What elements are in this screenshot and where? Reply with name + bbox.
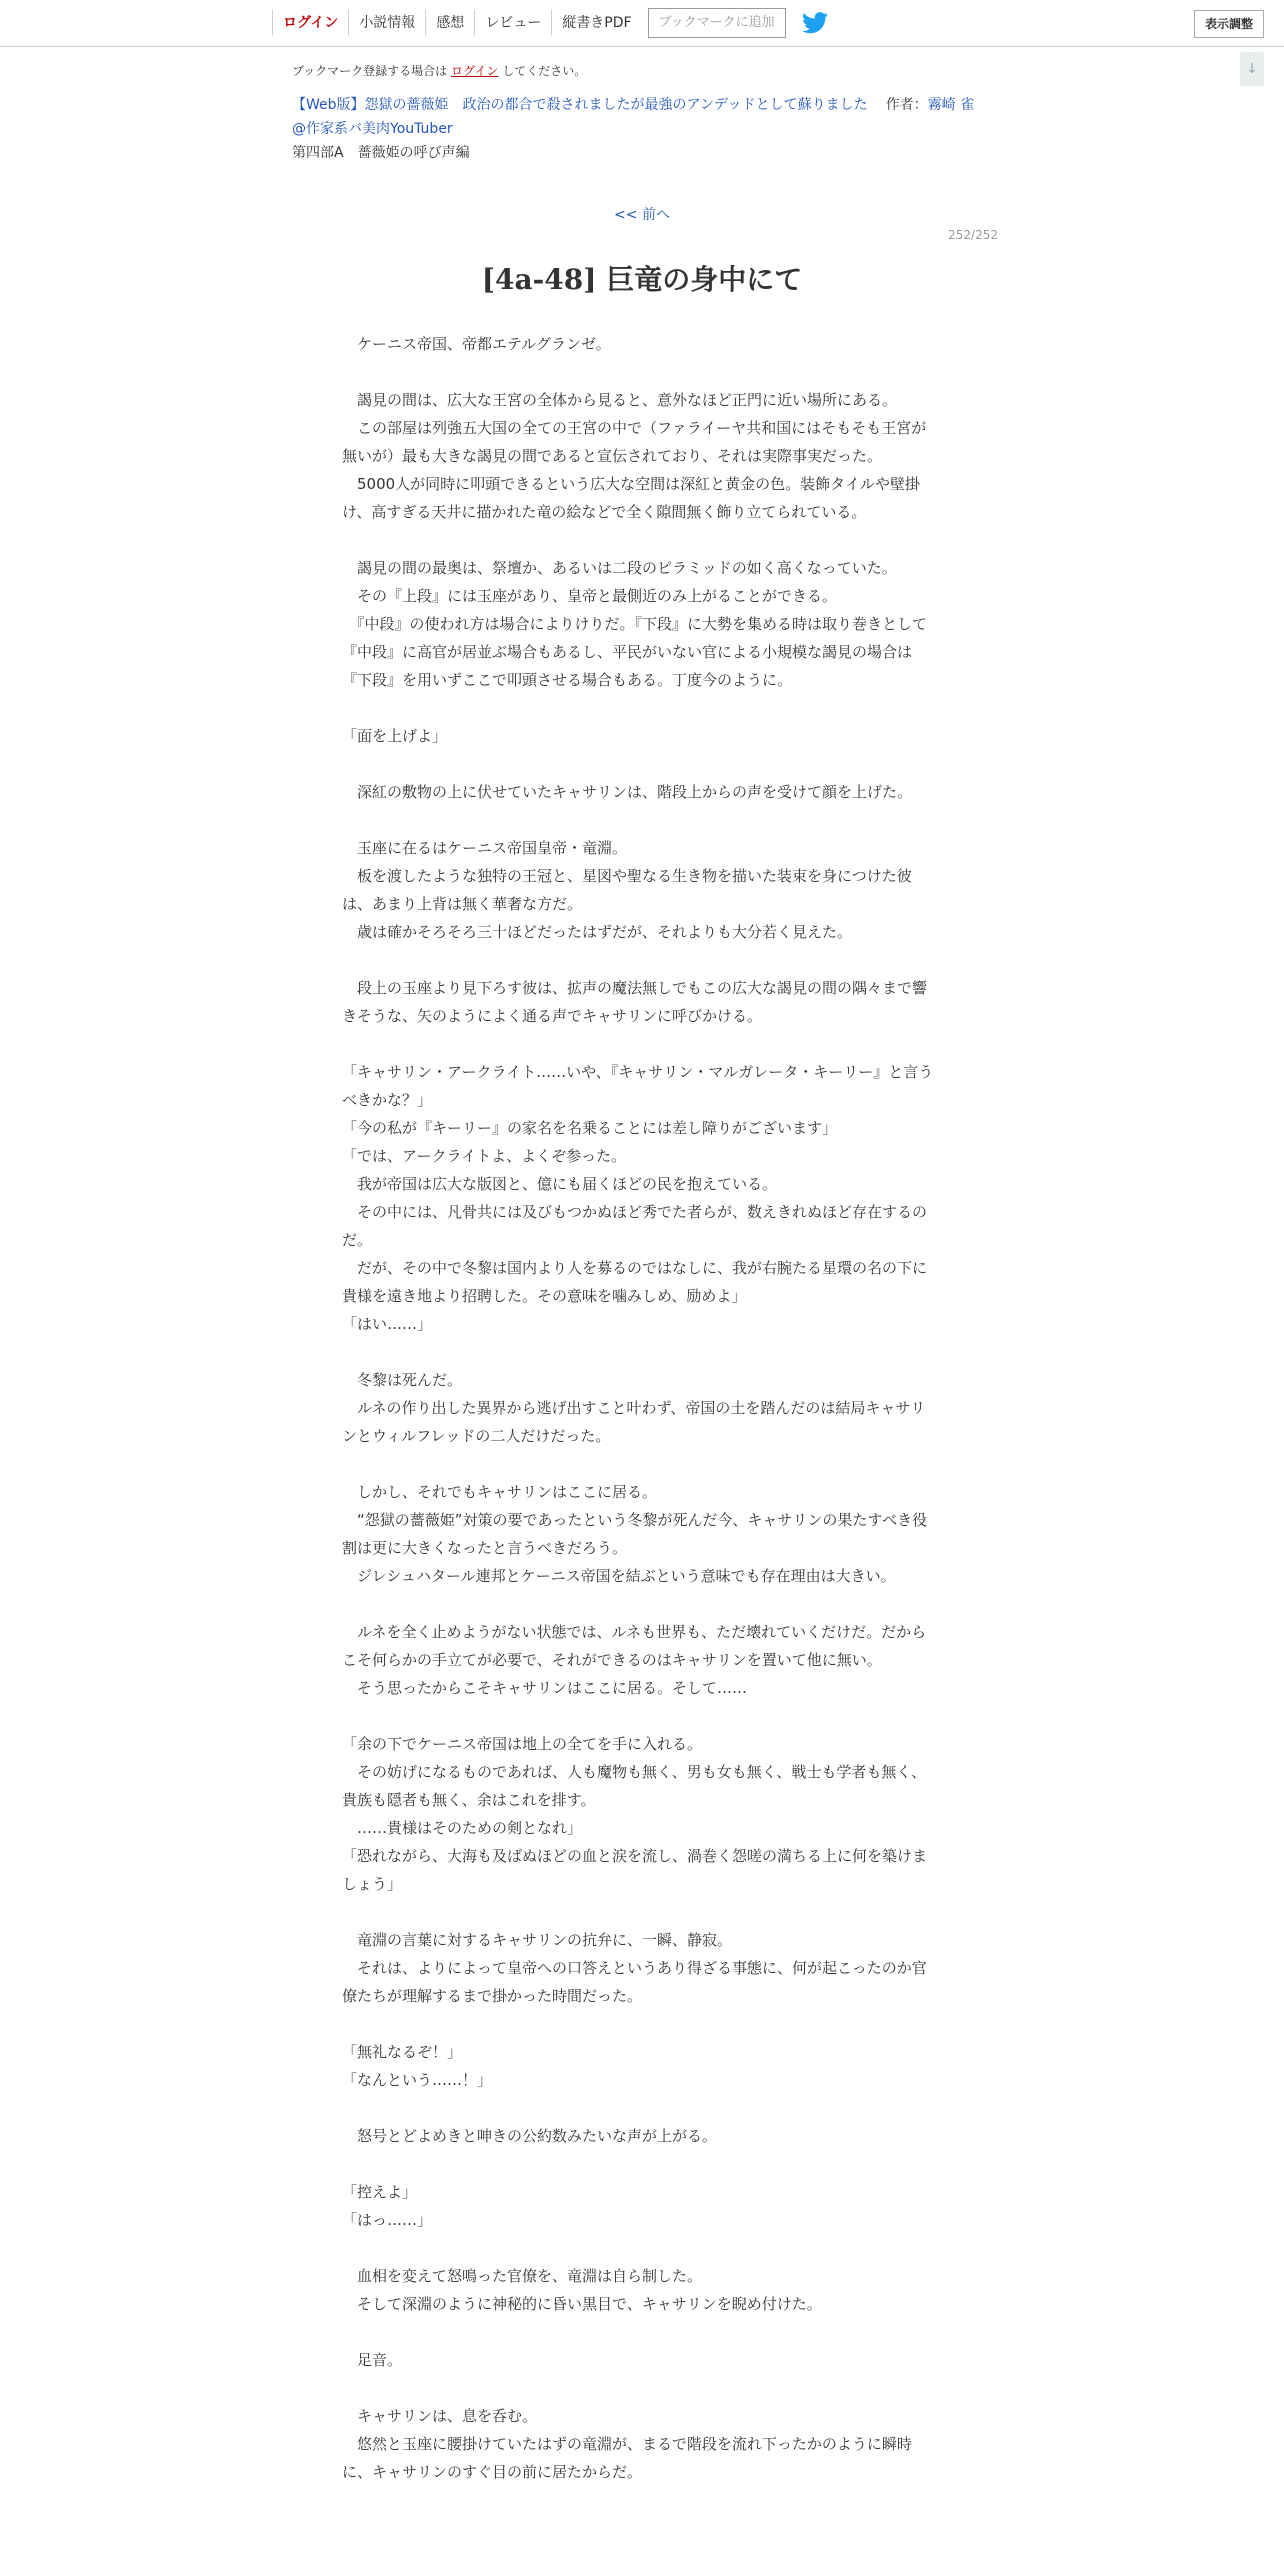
body-paragraph: しかし、それでもキャサリンはここに居る。 bbox=[342, 1483, 658, 1501]
body-paragraph: 「無礼なるぞ！」 bbox=[342, 2043, 463, 2061]
body-paragraph: ルネの作り出した異界から逃げ出すこと叶わず、帝国の土を踏んだのは結局キャサリンとウィルフレッドの二人だけだった。 bbox=[342, 1399, 926, 1445]
body-paragraph: 竜淵の言葉に対するキャサリンの抗弁に、一瞬、静寂。 bbox=[342, 1931, 733, 1949]
body-paragraph: 『中段』の使われ方は場合によりけりだ。『下段』に大勢を集める時は取り巻きとして『中段』に高官が居並ぶ場合もあるし、平民がいない官による小規模な謁見の場合は『下段』を用いずここで叩頭させる場合もある。丁度今のように。 bbox=[342, 615, 928, 689]
impressions-link[interactable]: 感想 bbox=[425, 10, 474, 36]
body-paragraph bbox=[342, 806, 936, 834]
notice-text-after: してください。 bbox=[502, 64, 587, 78]
body-paragraph bbox=[342, 2150, 936, 2178]
episode-count: 252/252 bbox=[948, 228, 998, 242]
body-paragraph bbox=[342, 1030, 936, 1058]
body-paragraph: 歳は確かそろそろ三十ほどだったはずだが、それよりも大分若く見えた。 bbox=[342, 923, 853, 941]
body-paragraph bbox=[342, 1898, 936, 1926]
twitter-bird-icon[interactable] bbox=[802, 12, 828, 34]
body-paragraph: ケーニス帝国、帝都エテルグランゼ。 bbox=[342, 335, 611, 353]
body-paragraph bbox=[342, 2094, 936, 2122]
body-paragraph: 謁見の間の最奥は、祭壇か、あるいは二段のピラミッドの如く高くなっていた。 bbox=[342, 559, 897, 577]
body-paragraph bbox=[342, 1590, 936, 1618]
body-paragraph: 「はっ……」 bbox=[342, 2211, 433, 2229]
body-paragraph: 冬黎は死んだ。 bbox=[342, 1371, 463, 1389]
body-paragraph: ルネを全く止めようがない状態では、ルネも世界も、ただ壊れていくだけだ。だからこそ何らかの手立てが必要で、それができるのはキャサリンを置いて他に無い。 bbox=[342, 1623, 927, 1669]
display-settings-button[interactable]: 表示調整 bbox=[1194, 10, 1264, 38]
author-link[interactable]: 霧崎 雀 bbox=[927, 97, 975, 113]
body-paragraph: 怒号とどよめきと呻きの公約数みたいな声が上がる。 bbox=[342, 2127, 718, 2145]
body-paragraph: その妨げになるものであれば、人も魔物も無く、男も女も無く、戦士も学者も無く、貴族も隠者も無く、余はこれを排す。 bbox=[342, 1763, 927, 1809]
body-paragraph bbox=[342, 1450, 936, 1478]
vertical-pdf-link[interactable]: 縦書きPDF bbox=[551, 10, 641, 36]
body-paragraph: 「今の私が『キーリー』の家名を名乗ることには差し障りがございます」 bbox=[342, 1119, 838, 1137]
body-paragraph: 「面を上げよ」 bbox=[342, 727, 448, 745]
series-info bbox=[292, 93, 1012, 141]
body-paragraph: 「控えよ」 bbox=[342, 2183, 418, 2201]
body-paragraph: 5000人が同時に叩頭できるという広大な空間は深紅と黄金の色。装飾タイルや壁掛け、高すぎる天井に描かれた竜の絵などで全く隙間無く飾り立てられている。 bbox=[342, 475, 920, 521]
notice-text-before: ブックマーク登録する場合は bbox=[292, 64, 448, 78]
notice-login-link[interactable]: ログイン bbox=[451, 64, 499, 78]
chapter-group-title: 第四部A 薔薇姫の呼び声編 bbox=[292, 145, 470, 161]
body-paragraph: 足音。 bbox=[342, 2351, 403, 2369]
body-paragraph: 血相を変えて怒鳴った官僚を、竜淵は自ら制した。 bbox=[342, 2267, 703, 2285]
main-nav bbox=[272, 0, 828, 46]
body-paragraph bbox=[342, 750, 936, 778]
body-paragraph: そう思ったからこそキャサリンはここに居る。そして…… bbox=[342, 1679, 748, 1697]
author-subtitle[interactable]: @作家系バ美肉YouTuber bbox=[292, 121, 453, 137]
body-paragraph: 謁見の間は、広大な王宮の全体から見ると、意外なほど正門に近い場所にある。 bbox=[342, 391, 898, 409]
body-paragraph: 玉座に在るはケーニス帝国皇帝・竜淵。 bbox=[342, 839, 628, 857]
body-paragraph: それは、よりによって皇帝への口答えというあり得ざる事態に、何が起こったのか官僚たちが理解するまで掛かった時間だった。 bbox=[342, 1959, 927, 2005]
episode-title: [4a-48] 巨竜の身中にて bbox=[481, 263, 803, 296]
body-paragraph: その中には、凡骨共には及びもつかぬほど秀でた者らが、数えきれぬほど存在するのだ。 bbox=[342, 1203, 928, 1249]
author-label: 作者： bbox=[885, 97, 928, 113]
body-paragraph bbox=[342, 1338, 936, 1366]
body-paragraph: 段上の玉座より見下ろす彼は、拡声の魔法無しでもこの広大な謁見の間の隅々まで響きそうな、矢のようによく通る声でキャサリンに呼びかける。 bbox=[342, 979, 928, 1025]
body-paragraph: 「キャサリン・アークライト……いや、『キャサリン・マルガレータ・キーリー』と言うべきかな？」 bbox=[342, 1063, 934, 1109]
body-paragraph bbox=[342, 358, 936, 386]
body-paragraph: 「なんという……！」 bbox=[342, 2071, 493, 2089]
top-nav-bar bbox=[0, 0, 1284, 47]
body-paragraph bbox=[342, 2374, 936, 2402]
body-paragraph bbox=[342, 694, 936, 722]
body-paragraph: 我が帝国は広大な版図と、億にも届くほどの民を抱えている。 bbox=[342, 1175, 778, 1193]
body-paragraph bbox=[342, 2010, 936, 2038]
body-paragraph: 「恐れながら、大海も及ばぬほどの血と涙を流し、渦巻く怨嗟の満ちる上に何を築けましょう」 bbox=[342, 1847, 928, 1893]
body-paragraph: 「はい……」 bbox=[342, 1315, 433, 1333]
body-paragraph: ……貴様はそのための剣となれ」 bbox=[342, 1819, 583, 1837]
body-paragraph bbox=[342, 1702, 936, 1730]
review-link[interactable]: レビュー bbox=[474, 10, 551, 36]
body-paragraph: 深紅の敷物の上に伏せていたキャサリンは、階段上からの声を受けて顔を上げた。 bbox=[342, 783, 913, 801]
login-link[interactable]: ログイン bbox=[272, 10, 348, 36]
novel-header bbox=[292, 62, 1012, 165]
body-paragraph bbox=[342, 2318, 936, 2346]
prev-page-link[interactable]: << 前へ bbox=[614, 207, 670, 223]
body-paragraph bbox=[342, 2234, 936, 2262]
body-paragraph: ジレシュハタール連邦とケーニス帝国を結ぶという意味でも存在理由は大きい。 bbox=[342, 1567, 896, 1585]
body-paragraph: 「では、アークライトよ、よくぞ参った。 bbox=[342, 1147, 627, 1165]
novel-info-link[interactable]: 小説情報 bbox=[348, 10, 425, 36]
body-paragraph: この部屋は列強五大国の全ての王宮の中で（ファライーヤ共和国にはそもそも王宮が無いが）最も大きな謁見の間であると宣伝されており、それは実際事実だった。 bbox=[342, 419, 927, 465]
body-paragraph bbox=[342, 526, 936, 554]
body-paragraph: だが、その中で冬黎は国内より人を募るのではなしに、我が右腕たる星環の名の下に貴様を遠き地より招聘した。その意味を噛みしめ、励めよ」 bbox=[342, 1259, 928, 1305]
body-paragraph: 「余の下でケーニス帝国は地上の全てを手に入れる。 bbox=[342, 1735, 703, 1753]
body-paragraph: その『上段』には玉座があり、皇帝と最側近のみ上がることができる。 bbox=[342, 587, 838, 605]
body-paragraph: 板を渡したような独特の王冠と、星図や聖なる生き物を描いた装束を身につけた彼は、あまり上背は無く華奢な方だ。 bbox=[342, 867, 912, 913]
body-paragraph: 悠然と玉座に腰掛けていたはずの竜淵が、まるで階段を流れ下ったかのように瞬時に、キャサリンのすぐ目の前に居たからだ。 bbox=[342, 2435, 912, 2481]
series-title-link[interactable]: 【Web版】怨獄の薔薇姫 政治の都合で殺されましたが最強のアンデッドとして蘇りました bbox=[292, 97, 868, 113]
add-bookmark-button[interactable]: ブックマークに追加 bbox=[648, 8, 786, 38]
body-paragraph bbox=[342, 946, 936, 974]
body-paragraph: キャサリンは、息を呑む。 bbox=[342, 2407, 538, 2425]
scroll-down-arrow-icon[interactable]: ↓ bbox=[1240, 52, 1264, 86]
body-paragraph: そして深淵のように神秘的に昏い黒目で、キャサリンを睨め付けた。 bbox=[342, 2295, 822, 2313]
novel-body-text bbox=[342, 330, 936, 2486]
bookmark-login-notice bbox=[292, 62, 1012, 79]
body-paragraph: “怨獄の薔薇姫”対策の要であったという冬黎が死んだ今、キャサリンの果たすべき役割は更に大きくなったと言うべきだろう。 bbox=[342, 1511, 928, 1557]
